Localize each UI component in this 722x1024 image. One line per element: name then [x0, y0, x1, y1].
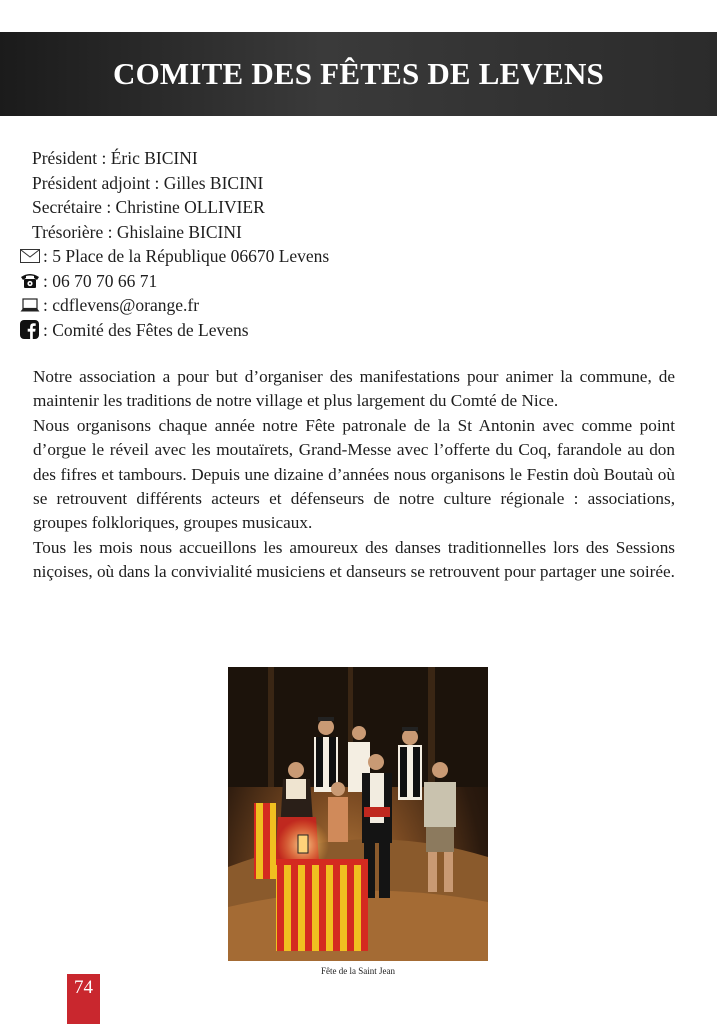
envelope-icon — [20, 246, 42, 266]
paragraph: Notre association a pour but d’organiser des manifestations pour animer la commune, de maintenir les traditions de notre village et plus largement du Comté de Nice. — [33, 367, 675, 411]
email-line — [20, 293, 329, 318]
phone-line — [20, 269, 329, 294]
address-text: : 5 Place de la République 06670 Levens — [43, 246, 330, 266]
contact-block — [20, 146, 329, 342]
event-photo — [228, 667, 488, 961]
paragraph: Nous organisons chaque année notre Fête patronale de la St Antonin avec comme point d’orgue le réveil avec les moutaïrets, Grand-Messe avec l’offerte du Coq, farandole au don des fifres et tambours. Depuis une dizaine d’années nous organisons le Festin doù Boutaù où se retrouvent différents acteurs et défenseurs de notre culture régionale : associations, groupes folkloriques, groupes musicaux. — [33, 415, 675, 533]
facebook-icon — [20, 320, 42, 340]
facebook-text: : Comité des Fêtes de Levens — [43, 319, 249, 340]
photo-caption: Fête de la Saint Jean — [321, 966, 395, 976]
page-number: 74 — [67, 974, 100, 1024]
page-title: COMITE DES FÊTES DE LEVENS — [113, 56, 604, 91]
facebook-line — [20, 318, 329, 343]
phone-text: : 06 70 70 66 71 — [43, 270, 158, 291]
laptop-icon — [20, 295, 42, 315]
address-line — [20, 244, 329, 269]
secretary-line: Secrétaire : Christine OLLIVIER — [32, 197, 265, 217]
vice-president-line: Président adjoint : Gilles BICINI — [32, 172, 264, 193]
president-line: Président : Éric BICINI — [32, 148, 198, 168]
paragraph: Tous les mois nous accueillons les amoureux des danses traditionnelles lors des Sessions niçoises, où dans la convivialité musiciens et danseurs se retrouvent pour partager une soirée. — [33, 537, 675, 582]
page-header — [0, 32, 717, 116]
treasurer-line: Trésorière : Ghislaine BICINI — [32, 221, 242, 242]
email-text: : cdflevens@orange.fr — [43, 295, 200, 315]
telephone-icon — [20, 271, 42, 291]
description — [33, 365, 675, 585]
